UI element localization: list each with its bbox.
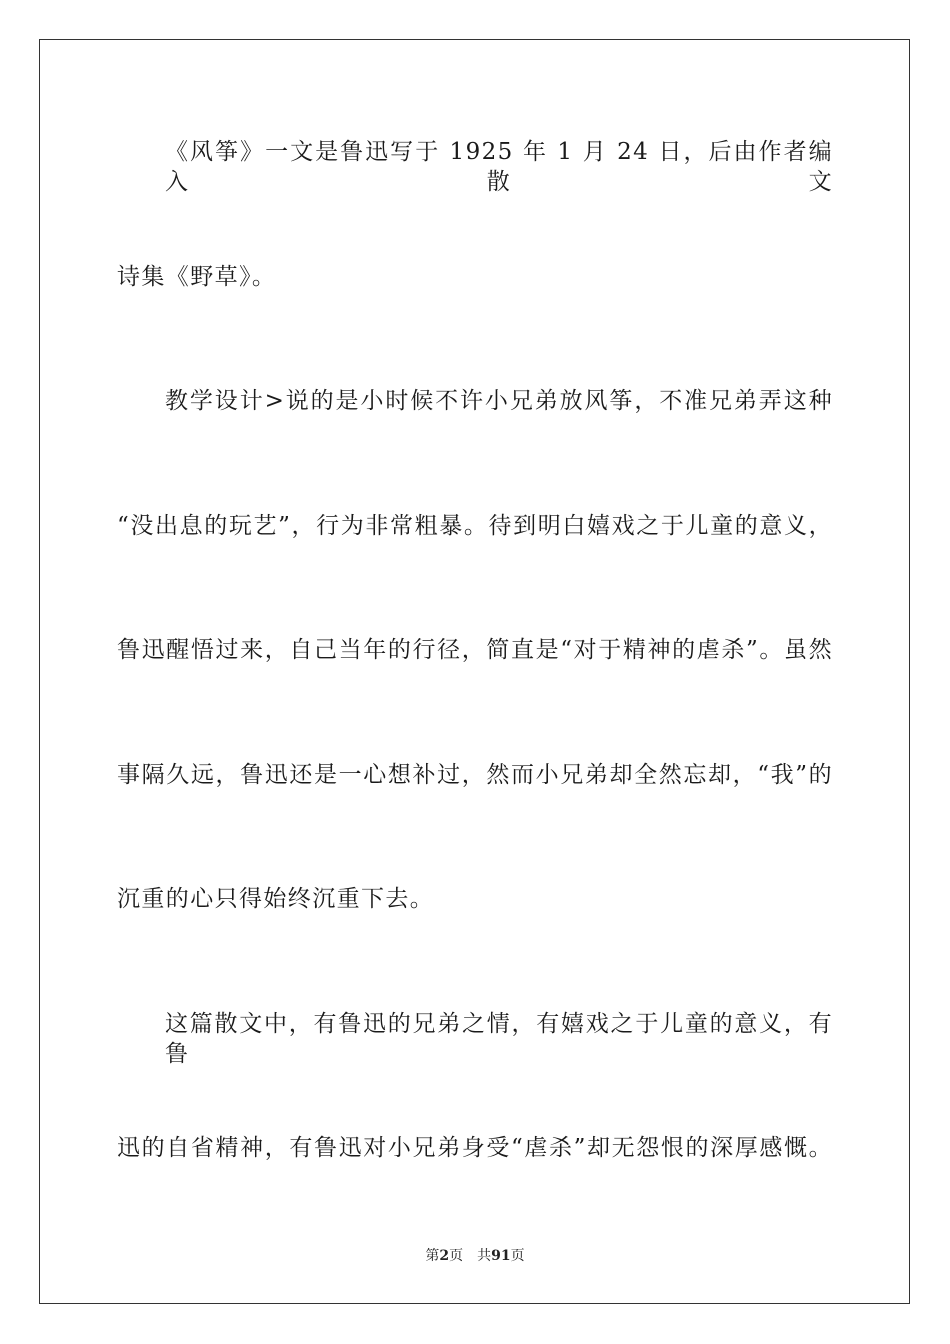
total-prefix: 共 (477, 1248, 492, 1264)
paragraph-3-line-1: 这篇散文中，有鲁迅的兄弟之情，有嬉戏之于儿童的意义，有鲁 (165, 1011, 833, 1067)
paragraph-2-line-3: 鲁迅醒悟过来，自己当年的行径，简直是“对于精神的虐杀”。虽然 (117, 637, 833, 663)
paragraph-3-line-2: 迅的自省精神，有鲁迅对小兄弟身受“虐杀”却无怨恨的深厚感慨。 (117, 1135, 833, 1161)
paragraph-2-line-2: “没出息的玩艺”，行为非常粗暴。待到明白嬉戏之于儿童的意义， (117, 513, 833, 539)
paragraph-1-line-1: 《风筝》一文是鲁迅写于 1925 年 1 月 24 日，后由作者编入散文 (165, 139, 833, 195)
page-prefix: 第 (425, 1248, 440, 1264)
total-pages: 91 (491, 1248, 511, 1264)
page-footer (0, 1247, 950, 1265)
paragraph-1-line-2: 诗集《野草》。 (117, 264, 277, 290)
paragraph-2-line-5: 沉重的心只得始终沉重下去。 (117, 886, 435, 912)
page-number: 2 (439, 1248, 450, 1264)
total-suffix: 页 (510, 1248, 525, 1264)
page-border (39, 39, 910, 1304)
paragraph-2-line-1: 教学设计>说的是小时候不许小兄弟放风筝，不准兄弟弄这种 (165, 388, 833, 414)
page-suffix: 页 (449, 1248, 464, 1264)
paragraph-2-line-4: 事隔久远，鲁迅还是一心想补过，然而小兄弟却全然忘却，“我”的 (117, 762, 833, 788)
